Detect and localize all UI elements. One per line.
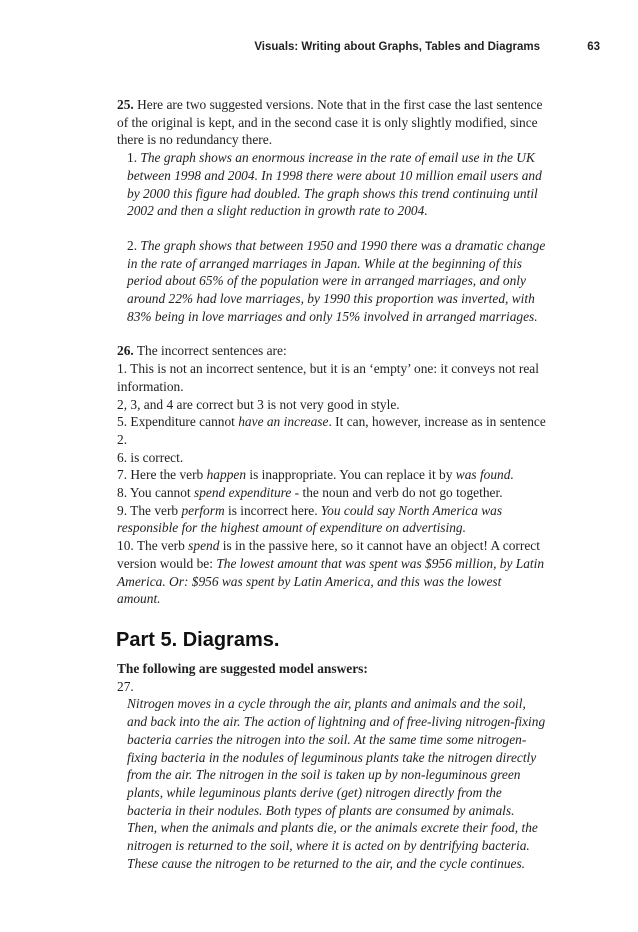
q27-number: 27. <box>117 678 134 694</box>
q26-line-5: 5. Expenditure cannot have an increase. It can, however, increase as in sentence 2. <box>117 414 546 447</box>
q26-line-6: 6. is correct. <box>117 449 184 465</box>
q26-number: 26. <box>117 343 134 359</box>
q25-number: 25. <box>117 97 134 112</box>
q27-model-answer: Nitrogen moves in a cycle through the air, plants and animals and the soil, and back into the air. The action of lightning and of free-living nitrogen-fixing bacteria carries the nitrogen into the soil. At the same time some nitrogen-fixing bacteria in the nodules of leguminous plants take the nitrogen directly from the air. The nitrogen in the soil is taken up by non-leguminous green plants, while leguminous plants derive (get) nitrogen directly from the bacteria in their nodules. Both types of plants are consumed by animals. Then, when the animals and plants die, or the animals excrete their food, the nitrogen is returned to the soil, where it is acted on by dentrifying bacteria. These cause the nitrogen to be returned to the air, and the cycle continues. <box>127 696 546 871</box>
q26-intro: 26. The incorrect sentences are: <box>117 343 287 359</box>
q26-line-10: 10. The verb spend is in the passive here, so it cannot have an object! A correct version would be: The lowest amount that was spent was $956 million, by Latin America. Or: $956 was spent by Latin America, and this was the lowest amount. <box>117 538 545 607</box>
running-head: Visuals: Writing about Graphs, Tables and Diagrams <box>254 41 540 53</box>
part-intro: The following are suggested model answers: <box>117 660 368 676</box>
q26-line-7: 7. Here the verb happen is inappropriate. You can replace it by was found. <box>117 467 514 483</box>
page-number: 63 <box>587 41 600 53</box>
part-heading: Part 5. Diagrams. <box>116 628 280 651</box>
page-content <box>117 96 547 872</box>
q26-line-1: 1. This is not an incorrect sentence, but it is an ‘empty’ one: it conveys not real information. <box>117 361 539 394</box>
q26-line-9: 9. The verb perform is incorrect here. You could say North America was responsible for the highest amount of expenditure on advertising. <box>117 502 503 536</box>
q25-answers <box>117 149 547 325</box>
q26-line-2: 2, 3, and 4 are correct but 3 is not very good in style. <box>117 396 400 412</box>
q26-line-8: 8. You cannot spend expenditure - the noun and verb do not go together. <box>117 485 503 501</box>
q25-answer-1: 1. The graph shows an enormous increase in the rate of email use in the UK between 1998 and 2004. In 1998 there were about 10 million email users and by 2000 this figure had doubled. The graph shows this trend continuing until 2002 and then a slight reduction in growth rate to 2004. <box>127 150 542 219</box>
q25-intro: 25. Here are two suggested versions. Note that in the first case the last sentence of the original is kept, and in the second case it is only slightly modified, since there is no redundancy there. <box>117 97 543 148</box>
q25-answer-2: 2. The graph shows that between 1950 and 1990 there was a dramatic change in the rate of arranged marriages in Japan. While at the beginning of this period about 65% of the population were in arranged marriages, and only around 22% had love marriages, by 1990 this proportion was inverted, with 83% being in love marriages and only 15% involved in arranged marriages. <box>127 237 546 324</box>
